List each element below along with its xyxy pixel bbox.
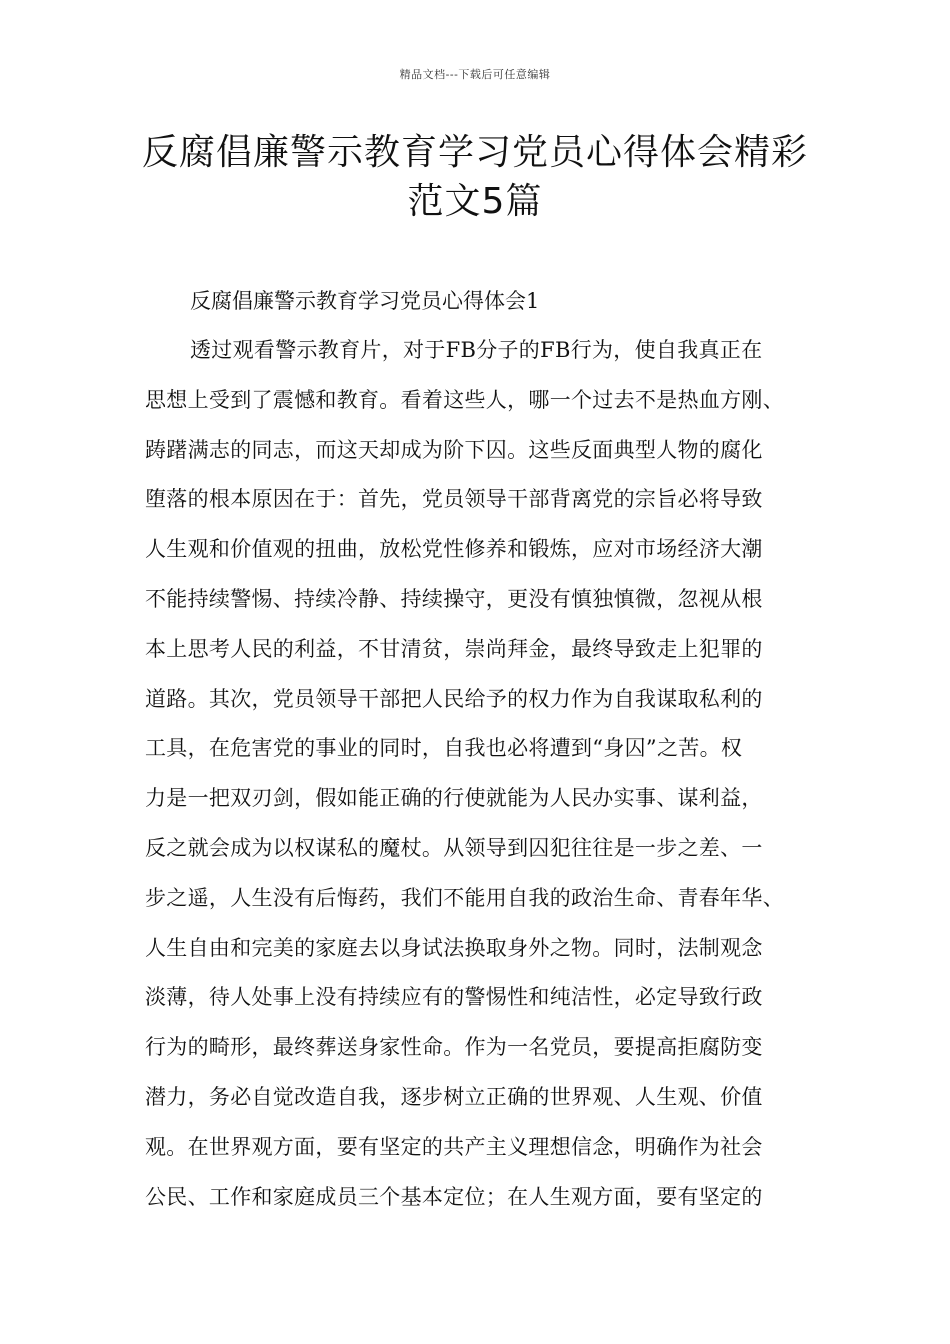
section-heading: 反腐倡廉警示教育学习党员心得体会1: [190, 289, 540, 313]
paragraph-line: 淡薄，待人处事上没有持续应有的警惕性和纯洁性，必定导致行政: [145, 985, 763, 1010]
paragraph-line: 踌躇满志的同志，而这天却成为阶下囚。这些反面典型人物的腐化: [145, 437, 763, 462]
paragraph-line: 人生观和价值观的扭曲，放松党性修养和锻炼，应对市场经济大潮: [145, 537, 763, 562]
paragraph-line: 观。在世界观方面，要有坚定的共产主义理想信念，明确作为社会: [145, 1134, 763, 1159]
paragraph-line: 反之就会成为以权谋私的魔杖。从领导到囚犯往往是一步之差、一: [145, 835, 763, 860]
paragraph-line: 潜力，务必自觉改造自我，逐步树立正确的世界观、人生观、价值: [145, 1084, 763, 1109]
paragraph-line: 步之遥，人生没有后悔药，我们不能用自我的政治生命、青春年华、: [145, 885, 784, 910]
paragraph-line: 行为的畸形，最终葬送身家性命。作为一名党员，要提高拒腐防变: [145, 1035, 763, 1060]
paragraph-line: 思想上受到了震憾和教育。看着这些人，哪一个过去不是热血方刚、: [145, 387, 784, 412]
body-paragraph: [145, 330, 825, 1226]
paragraph-line: 本上思考人民的利益，不甘清贫，崇尚拜金，最终导致走上犯罪的: [145, 636, 763, 661]
paragraph-line: 人生自由和完美的家庭去以身试法换取身外之物。同时，法制观念: [145, 935, 763, 960]
paragraph-line: 透过观看警示教育片，对于FB分子的FB行为，使自我真正在: [190, 338, 763, 362]
paragraph-line: 力是一把双刃剑，假如能正确的行使就能为人民办实事、谋利益，: [145, 786, 763, 811]
paragraph-line: 道路。其次，党员领导干部把人民给予的权力作为自我谋取私利的: [145, 686, 763, 711]
paragraph-line: 工具，在危害党的事业的同时，自我也必将遭到“身囚”之苦。权: [145, 736, 743, 761]
document-title: 反腐倡廉警示教育学习党员心得体会精彩范文5篇: [141, 132, 808, 222]
header-note: 精品文档---下载后可任意编辑: [399, 68, 551, 81]
paragraph-line: 公民、工作和家庭成员三个基本定位；在人生观方面，要有坚定的: [145, 1184, 763, 1209]
paragraph-line: 堕落的根本原因在于：首先，党员领导干部背离党的宗旨必将导致: [145, 487, 763, 512]
paragraph-line: 不能持续警惕、持续冷静、持续操守，更没有慎独慎微，忽视从根: [145, 586, 763, 611]
